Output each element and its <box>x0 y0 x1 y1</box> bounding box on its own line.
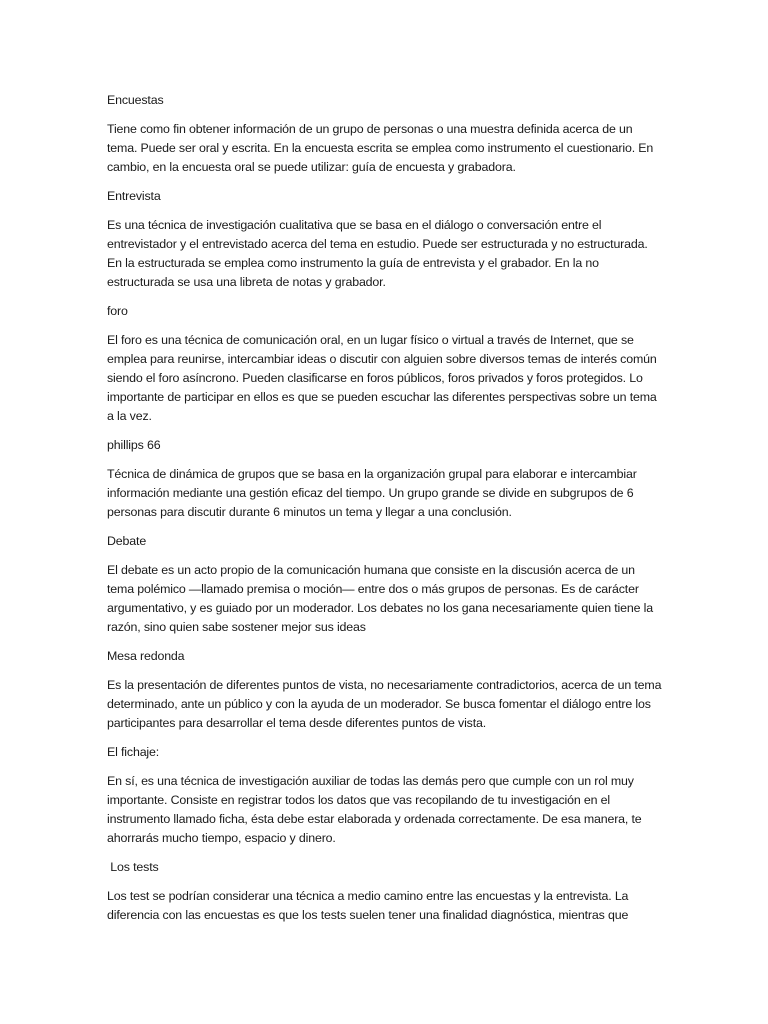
section-heading-entrevista: Entrevista <box>107 189 161 203</box>
section-heading-fichaje: El fichaje: <box>107 745 160 759</box>
section-paragraph-fichaje: En sí, es una técnica de investigación auxiliar de todas las demás pero que cumple con un rol muy importante. Consiste en registrar todos los datos que vas recopilando de tu investigación en el instrumento llamado ficha, ésta debe estar elaborada y ordenada correctamente. De esa manera, te ahorrarás mucho tiempo, espacio y dinero. <box>107 774 642 845</box>
section-heading-encuestas: Encuestas <box>107 93 164 107</box>
section-paragraph-debate: El debate es un acto propio de la comunicación humana que consiste en la discusión acerca de un tema polémico —llamado premisa o moción— entre dos o más grupos de personas. Es de carácter argumentativo, y es guiado por un moderador. Los debates no los gana necesariamente quien tiene la razón, sino quien sabe sostener mejor sus ideas <box>107 563 654 634</box>
section-paragraph-mesa-redonda: Es la presentación de diferentes puntos de vista, no necesariamente contradictorios, acerca de un tema determinado, ante un público y con la ayuda de un moderador. Se busca fomentar el diálogo entre los participantes para desarrollar el tema desde diferentes puntos de vista. <box>107 678 662 730</box>
section-paragraph-tests: Los test se podrían considerar una técnica a medio camino entre las encuestas y la entrevista. La diferencia con las encuestas es que los tests suelen tener una finalidad diagnóstica, mientras que <box>107 889 629 922</box>
section-paragraph-phillips-66: Técnica de dinámica de grupos que se basa en la organización grupal para elaborar e intercambiar información mediante una gestión eficaz del tiempo. Un grupo grande se divide en subgrupos de 6 personas para discutir durante 6 minutos un tema y llegar a una conclusión. <box>107 467 637 519</box>
section-heading-phillips-66: phillips 66 <box>107 438 161 452</box>
section-heading-foro: foro <box>107 304 128 318</box>
section-heading-debate: Debate <box>107 534 147 548</box>
section-heading-tests: Los tests <box>107 860 159 874</box>
section-paragraph-foro: El foro es una técnica de comunicación oral, en un lugar físico o virtual a través de Internet, que se emplea para reunirse, intercambiar ideas o discutir con alguien sobre diversos temas de interés común siendo el foro asíncrono. Pueden clasificarse en foros públicos, foros privados y foros protegidos. Lo importante de participar en ellos es que se pueden escuchar las diferentes perspectivas sobre un tema a la vez. <box>107 333 657 423</box>
document-body <box>107 91 663 935</box>
section-heading-mesa-redonda: Mesa redonda <box>107 649 185 663</box>
section-paragraph-encuestas: Tiene como fin obtener información de un grupo de personas o una muestra definida acerca de un tema. Puede ser oral y escrita. En la encuesta escrita se emplea como instrumento el cuestionario. En cambio, en la encuesta oral se puede utilizar: guía de encuesta y grabadora. <box>107 122 654 174</box>
section-paragraph-entrevista: Es una técnica de investigación cualitativa que se basa en el diálogo o conversación entre el entrevistador y el entrevistado acerca del tema en estudio. Puede ser estructurada y no estructurada. En la estructurada se emplea como instrumento la guía de entrevista y el grabador. En la no estructurada se usa una libreta de notas y grabador. <box>107 218 648 289</box>
